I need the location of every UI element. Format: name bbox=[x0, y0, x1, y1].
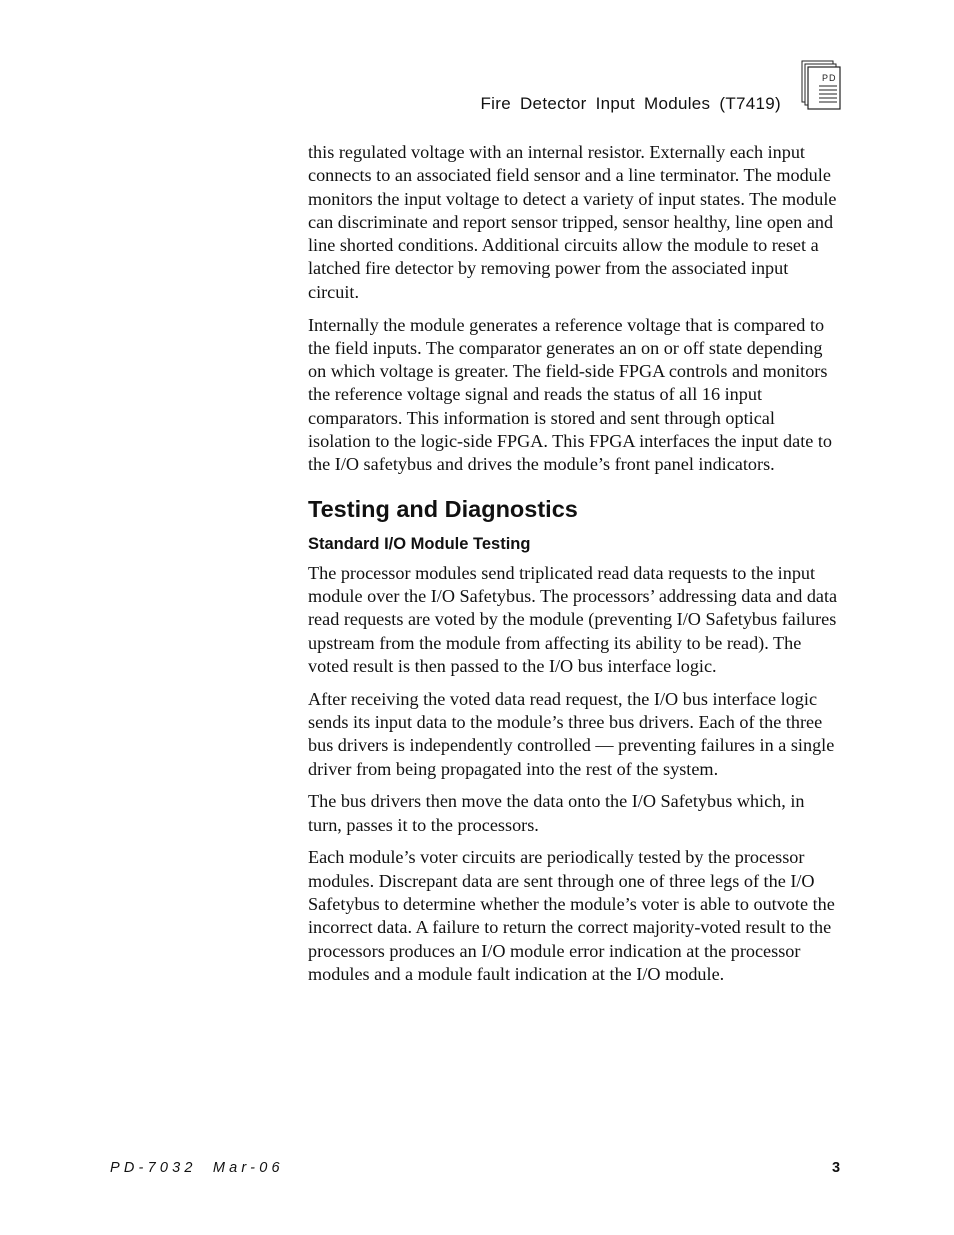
document-stack-icon bbox=[801, 60, 841, 110]
body-paragraph: this regulated voltage with an internal resistor. Externally each input connects to an associated field sensor and a line terminator. The module monitors the input voltage to detect a variety of input states. The module can discriminate and report sensor tripped, sensor healthy, line open and line shorted conditions. Additional circuits allow the module to reset a latched fire detector by removing power from the associated input circuit. bbox=[308, 142, 837, 302]
running-header-title: Fire Detector Input Modules (T7419) bbox=[480, 94, 781, 113]
document-stack-icon-label: PD bbox=[822, 73, 837, 83]
subsection-heading: Standard I/O Module Testing bbox=[308, 534, 531, 553]
footer-doc-id: PD-7032 Mar-06 bbox=[110, 1160, 284, 1176]
body-paragraph: The bus drivers then move the data onto the I/O Safetybus which, in turn, passes it to the processors. bbox=[308, 791, 805, 835]
section-heading: Testing and Diagnostics bbox=[308, 495, 578, 522]
body-paragraph: After receiving the voted data read request, the I/O bus interface logic sends its input data to the module’s three bus drivers. Each of the three bus drivers is independently controlled — preventing failures in a single driver from being propagated into the rest of the system. bbox=[308, 688, 835, 779]
body-paragraph: The processor modules send triplicated read data requests to the input module over the I/O Safetybus. The processors’ addressing data and data read requests are voted by the module (preventing I/O Safetybus failures upstream from the module from affecting its ability to be read). The voted result is then passed to the I/O bus interface logic. bbox=[308, 562, 838, 676]
page-number: 3 bbox=[832, 1160, 841, 1176]
body-paragraph: Internally the module generates a reference voltage that is compared to the field inputs. The comparator generates an on or off state depending on which voltage is greater. The field-side FPGA controls and monitors the reference voltage signal and reads the status of all 16 input comparators. This information is stored and sent through optical isolation to the logic-side FPGA. This FPGA interfaces the input date to the I/O safetybus and drives the module’s front panel indicators. bbox=[308, 314, 833, 475]
body-paragraph: Each module’s voter circuits are periodically tested by the processor modules. Discrepant data are sent through one of three legs of the I/O Safetybus to determine whether the module’s voter is able to outvote the incorrect data. A failure to return the correct majority-voted result to the processors produces an I/O module error indication at the processor modules and a module fault indication at the I/O module. bbox=[308, 847, 835, 984]
main-content bbox=[308, 141, 842, 996]
